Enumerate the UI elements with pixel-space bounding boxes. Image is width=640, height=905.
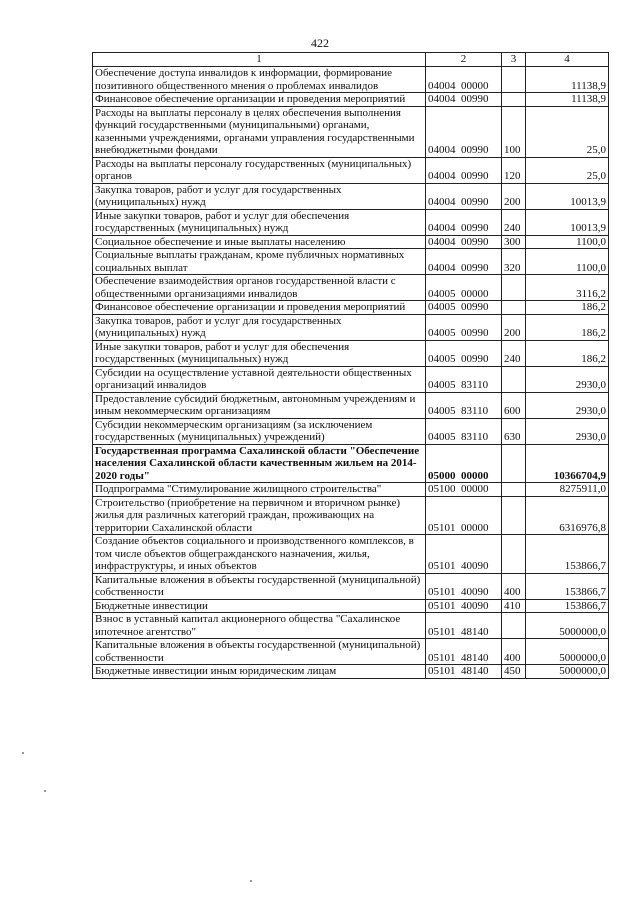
row-name: Социальное обеспечение и иные выплаты населению (93, 235, 426, 249)
row-amount: 11138,9 (526, 93, 609, 107)
row-code: 04004 00990 (426, 249, 502, 275)
row-type: 240 (502, 209, 526, 235)
row-type (502, 93, 526, 107)
table-row (93, 235, 609, 249)
scan-speck (44, 790, 46, 792)
table-row (93, 639, 609, 665)
row-name: Взнос в уставный капитал акционерного общества "Сахалинское ипотечное агентство" (93, 613, 426, 639)
row-code: 04004 00990 (426, 106, 502, 157)
table-row (93, 366, 609, 392)
row-type (502, 301, 526, 315)
row-type: 200 (502, 314, 526, 340)
row-type (502, 275, 526, 301)
row-type: 300 (502, 235, 526, 249)
table-header (93, 53, 609, 67)
row-amount: 2930,0 (526, 366, 609, 392)
row-amount: 8275911,0 (526, 483, 609, 497)
row-code: 04005 00990 (426, 314, 502, 340)
row-amount: 2930,0 (526, 392, 609, 418)
row-amount: 186,2 (526, 314, 609, 340)
row-amount: 1100,0 (526, 235, 609, 249)
row-amount: 2930,0 (526, 418, 609, 444)
table-row (93, 106, 609, 157)
row-code: 05000 00000 (426, 444, 502, 483)
row-code: 04005 00990 (426, 340, 502, 366)
table-row (93, 535, 609, 574)
row-code: 05101 40090 (426, 573, 502, 599)
table-row (93, 599, 609, 613)
row-amount: 3116,2 (526, 275, 609, 301)
row-name: Финансовое обеспечение организации и проведения мероприятий (93, 93, 426, 107)
row-type (502, 496, 526, 535)
row-name: Обеспечение доступа инвалидов к информации, формирование позитивного общественного мнения о проблемах инвалидов (93, 67, 426, 93)
table-row (93, 157, 609, 183)
row-name: Бюджетные инвестиции иным юридическим лицам (93, 665, 426, 679)
row-name: Бюджетные инвестиции (93, 599, 426, 613)
row-code: 04005 00000 (426, 275, 502, 301)
row-code: 04005 83110 (426, 392, 502, 418)
row-code: 05101 40090 (426, 535, 502, 574)
row-name: Капитальные вложения в объекты государственной (муниципальной) собственности (93, 639, 426, 665)
row-type: 200 (502, 183, 526, 209)
table-body (93, 67, 609, 679)
row-name: Государственная программа Сахалинской области "Обеспечение населения Сахалинской области качественным жильем на 2014-2020 годы" (93, 444, 426, 483)
row-code: 04004 00990 (426, 157, 502, 183)
row-type: 410 (502, 599, 526, 613)
row-type: 400 (502, 573, 526, 599)
row-amount: 10013,9 (526, 183, 609, 209)
table-row (93, 665, 609, 679)
row-type: 100 (502, 106, 526, 157)
row-amount: 5000000,0 (526, 665, 609, 679)
table-row (93, 93, 609, 107)
header-col-1: 1 (93, 53, 426, 67)
row-amount: 25,0 (526, 157, 609, 183)
row-name: Субсидии некоммерческим организациям (за исключением государственных (муниципальных) учреждений) (93, 418, 426, 444)
row-code: 04004 00990 (426, 183, 502, 209)
row-amount: 186,2 (526, 301, 609, 315)
row-name: Создание объектов социального и производственного комплексов, в том числе объектов общегражданского назначения, жилья, инфраструктуры, и иных объектов (93, 535, 426, 574)
table-row (93, 418, 609, 444)
table-row (93, 573, 609, 599)
row-name: Иные закупки товаров, работ и услуг для обеспечения государственных (муниципальных) нужд (93, 340, 426, 366)
row-code: 05101 40090 (426, 599, 502, 613)
row-type (502, 483, 526, 497)
table-row (93, 67, 609, 93)
row-code: 05101 48140 (426, 665, 502, 679)
row-name: Расходы на выплаты персоналу государственных (муниципальных) органов (93, 157, 426, 183)
row-type: 120 (502, 157, 526, 183)
row-name: Закупка товаров, работ и услуг для государственных (муниципальных) нужд (93, 314, 426, 340)
table-row (93, 275, 609, 301)
table-row (93, 340, 609, 366)
row-code: 04004 00990 (426, 235, 502, 249)
row-code: 05100 00000 (426, 483, 502, 497)
row-amount: 5000000,0 (526, 613, 609, 639)
header-col-3: 3 (502, 53, 526, 67)
row-amount: 6316976,8 (526, 496, 609, 535)
row-code: 05101 00000 (426, 496, 502, 535)
row-amount: 10013,9 (526, 209, 609, 235)
table-row (93, 444, 609, 483)
table-row (93, 613, 609, 639)
header-col-2: 2 (426, 53, 502, 67)
row-name: Субсидии на осуществление уставной деятельности общественных организаций инвалидов (93, 366, 426, 392)
row-code: 05101 48140 (426, 639, 502, 665)
scan-speck (250, 880, 252, 882)
table-row (93, 314, 609, 340)
row-amount: 153866,7 (526, 599, 609, 613)
budget-table (92, 52, 609, 679)
table-row (93, 392, 609, 418)
row-amount: 5000000,0 (526, 639, 609, 665)
row-amount: 186,2 (526, 340, 609, 366)
row-code: 04004 00990 (426, 93, 502, 107)
row-amount: 1100,0 (526, 249, 609, 275)
row-name: Закупка товаров, работ и услуг для государственных (муниципальных) нужд (93, 183, 426, 209)
row-code: 04005 83110 (426, 418, 502, 444)
row-amount: 25,0 (526, 106, 609, 157)
scan-speck (22, 752, 24, 754)
row-amount: 153866,7 (526, 573, 609, 599)
row-type (502, 366, 526, 392)
row-type (502, 444, 526, 483)
row-name: Предоставление субсидий бюджетным, автономным учреждениям и иным некоммерческим организациям (93, 392, 426, 418)
page-number: 422 (311, 36, 329, 50)
row-type: 630 (502, 418, 526, 444)
row-type: 600 (502, 392, 526, 418)
row-type: 400 (502, 639, 526, 665)
table-row (93, 209, 609, 235)
row-code: 04004 00990 (426, 209, 502, 235)
row-amount: 10366704,9 (526, 444, 609, 483)
row-name: Подпрограмма "Стимулирование жилищного строительства" (93, 483, 426, 497)
table-row (93, 496, 609, 535)
row-type (502, 613, 526, 639)
row-amount: 11138,9 (526, 67, 609, 93)
row-name: Обеспечение взаимодействия органов государственной власти с общественными организациями инвалидов (93, 275, 426, 301)
row-type: 240 (502, 340, 526, 366)
row-code: 05101 48140 (426, 613, 502, 639)
row-code: 04005 00990 (426, 301, 502, 315)
row-type (502, 67, 526, 93)
header-row (93, 53, 609, 67)
header-col-4: 4 (526, 53, 609, 67)
row-code: 04005 83110 (426, 366, 502, 392)
row-name: Капитальные вложения в объекты государственной (муниципальной) собственности (93, 573, 426, 599)
table-row (93, 483, 609, 497)
table-row (93, 301, 609, 315)
table-row (93, 183, 609, 209)
row-name: Расходы на выплаты персоналу в целях обеспечения выполнения функций государственными (муниципальными) органами, казенными учреждениями, органами управления государственными внебюджетными фондами (93, 106, 426, 157)
row-amount: 153866,7 (526, 535, 609, 574)
row-name: Социальные выплаты гражданам, кроме публичных нормативных социальных выплат (93, 249, 426, 275)
row-name: Строительство (приобретение на первичном и вторичном рынке) жилья для различных категорий граждан, проживающих на территории Сахалинской области (93, 496, 426, 535)
row-name: Финансовое обеспечение организации и проведения мероприятий (93, 301, 426, 315)
row-name: Иные закупки товаров, работ и услуг для обеспечения государственных (муниципальных) нужд (93, 209, 426, 235)
row-type (502, 535, 526, 574)
row-code: 04004 00000 (426, 67, 502, 93)
row-type: 320 (502, 249, 526, 275)
row-type: 450 (502, 665, 526, 679)
table-row (93, 249, 609, 275)
